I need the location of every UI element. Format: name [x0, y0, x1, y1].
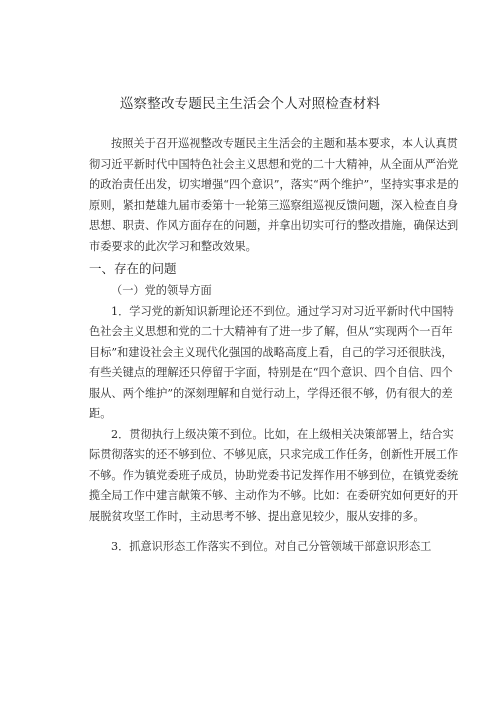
intro-paragraph: 按照关于召开巡视整改专题民主生活会的主题和基本要求，本人认真贯彻习近平新时代中国特色社会主义思想和党的二十大精神，从全面从严治党的政治责任出发，切实增强“四个意识”，落实“两个维护”，坚持实事求是的原则，紧扣楚雄九届市委第十一轮第三巡察组巡视反馈问题，深入检查自身思想、职责、作风方面存在的问题，并拿出切实可行的整改措施，确保达到市委要求的此次学习和整改效果。 — [89, 137, 459, 253]
document-title: 巡察整改专题民主生活会个人对照检查材料 — [119, 96, 381, 112]
paragraph-gap — [89, 527, 461, 537]
document-body — [89, 134, 461, 558]
list-item: 2．贯彻执行上级决策不到位。比如，在上级相关决策部署上，结合实际贯彻落实的还不够到位、不够见底，只求完成工作任务，创新性开展工作不够。作为镇党委班子成员，协助党委书记发挥作用不够到位，在镇党委统揽全局工作中建言献策不够、主动作为不够。比如：在委研究如何更好的开展脱贫攻坚工作时，主动思考不够、提出意见较少，服从安排的多。 — [89, 427, 459, 523]
section-heading: 一、存在的问题 — [89, 261, 177, 276]
list-item: 3．抓意识形态工作落实不到位。对自己分管领域干部意识形态工 — [111, 540, 432, 553]
list-item: 1．学习党的新知识新理论还不到位。通过学习对习近平新时代中国特色社会主义思想和党的二十大精神有了进一步了解，但从“实现两个一百年目标”和建设社会主义现代化强国的战略高度上看，自己的学习还很肤浅，有些关键点的理解还只停留于字面，特别是在“四个意识、四个自信、四个服从、两个维护”的深刻理解和自觉行动上，学得还很不够，仍有很大的差距。 — [89, 304, 454, 420]
subsection-heading: （一）党的领导方面 — [111, 284, 212, 297]
